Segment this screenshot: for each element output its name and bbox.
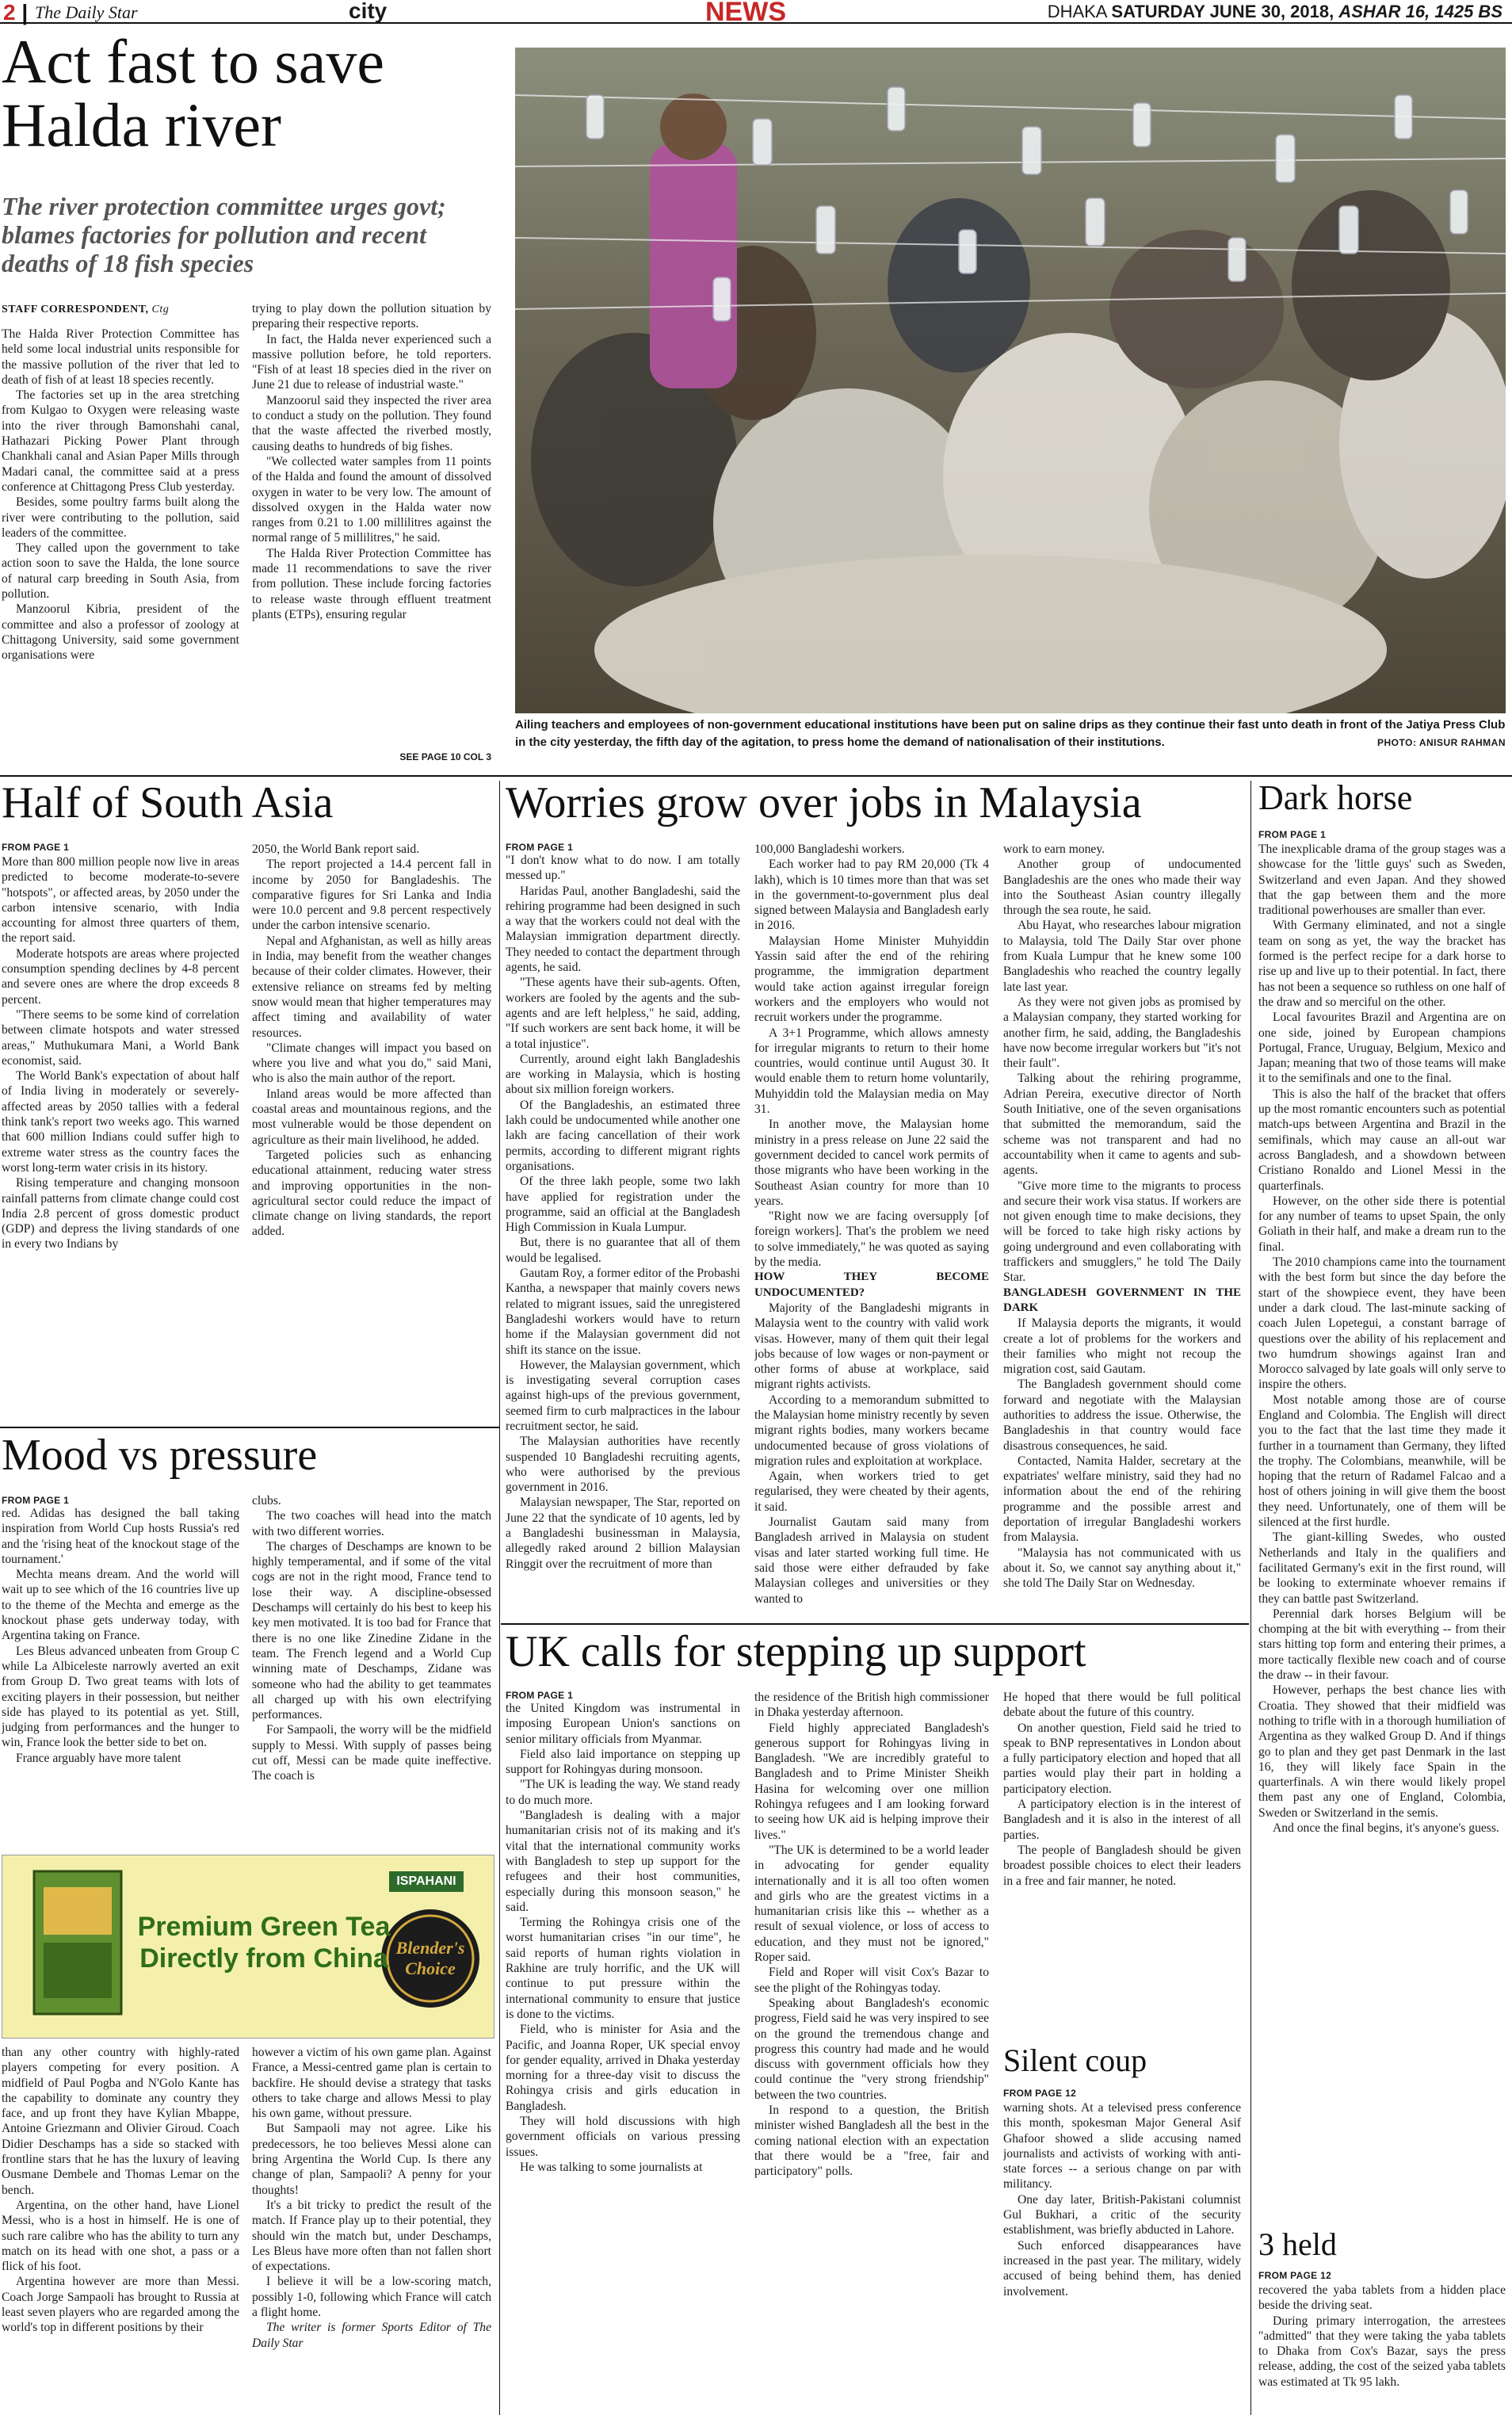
paragraph: the United Kingdom was instrumental in imposing European Union's sanctions on senior military officials from Myanmar. [506,1702,740,1746]
mood-col-2 [252,1493,491,1847]
section-city: city [349,0,388,23]
paragraph: the residence of the British high commissioner in Dhaka yesterday afternoon. [754,1691,989,1720]
divider [0,775,1512,777]
paragraph: "The UK is leading the way. We stand ready to do much more. [506,1778,740,1807]
halda-col-1 [2,327,239,766]
paragraph: "Climate changes will impact you based on where you live and what you do," said Mani, who is also the main author of the report. [252,1041,491,1086]
paragraph: Each worker had to pay RM 20,000 (Tk 4 lakh), which is 10 times more than that was set in the government-to-government plus deal signed between Malaysia and Bangladesh early in 2016. [754,858,989,933]
paragraph: The report projected a 14.4 percent fall in income by 2050 for Bangladeshis. The comparative figures for Sri Lanka and India were 10.0 percent and 9.8 percent respectively under the carbon intensive scenario. [252,858,491,933]
halda-col-2 [252,301,491,751]
uk-from: FROM PAGE 1 [506,1690,574,1701]
mood-headline: Mood vs pressure [2,1431,318,1480]
paragraph: 2050, the World Bank report said. [252,843,420,856]
paragraph: Journalist Gautam said many from Bangladesh arrived in Malaysia on student visas and later started working full time. He said those were either defrauded by fake Malaysian colleges and universities or they wanted to [754,1515,989,1606]
paragraph: Abu Hayat, who researches labour migration to Malaysia, told The Daily Star over phone from Kuala Lumpur that he knew some 100 Bangladeshis who reached the country legally late last year. [1003,919,1241,994]
paragraph: BANGLADESH GOVERNMENT IN THE DARK [1003,1286,1241,1314]
paragraph: Argentina however are more than Messi. Coach Jorge Sampaoli has brought to Russia at least seven players who are regarded among the world's top in different positions by their [2,2275,239,2335]
halda-byline: STAFF CORRESPONDENT, Ctg [2,304,170,315]
malaysia-col-2 [754,842,989,1614]
mood-col-3 [2,2045,239,2411]
paragraph: The Malaysian authorities have recently suspended 10 Bangladeshi recruiting agents, who were authorised by the previous government in 2016. [506,1435,740,1495]
page-number: 2 | [3,0,29,25]
paragraph: Field, who is minister for Asia and the Pacific, and Joanna Roper, UK special envoy for gender equality, arrived in Dhaka yesterday morning for a three-day visit to discuss the Rohingya crisis and girls education in Bangladesh. [506,2023,740,2113]
hunger-strike-photo [515,48,1506,713]
paragraph: A 3+1 Programme, which allows amnesty for irregular migrants to return to their home countries, would continue until August 30. It would enable them to return home voluntarily, Muhyiddin told the Malaysian media on May 31. [754,1026,989,1117]
paragraph: Field also laid importance on stepping up support for Rohingyas during monsoon. [506,1747,740,1777]
paragraph: Manzoorul Kibria, president of the committee and also a professor of zoology at Chittagong University, said some government organisations were [2,602,239,663]
ad-seal-line-2: Choice [405,1958,456,1978]
paragraph: Of the Bangladeshis, an estimated three lakh could be undocumented while another one lakh are facing cancellation of their work permits, according to different migrant rights organisations. [506,1098,740,1173]
paragraph: But Sampaoli may not agree. Like his predecessors, he too believes Messi alone can bring Argentina the World Cup. Is there any change of plan, Sampaoli? A penny for your thoughts! [252,2122,491,2197]
paragraph: Field and Roper will visit Cox's Bazar to see the plight of the Rohingyas today. [754,1966,989,1995]
paragraph: Terming the Rohingya crisis one of the worst humanitarian crises "in our time", he said reports of human rights violation in Rakhine are truly horrific, and the UK will continue to put pressure within the international community to ensure that justice is done to the victims. [506,1916,740,2021]
paragraph: Argentina, on the other hand, have Lionel Messi, who is a host in himself. He is one of such rare calibre who has the ability to turn any match on its head with one shot, a pass or a flick of his foot. [2,2198,239,2274]
divider [499,781,500,2415]
coup-headline: Silent coup [1003,2042,1147,2078]
paragraph: This is also the half of the bracket that offers up the most romantic encounters such as potential match-ups between Argentina and Brazil in the semifinals, which may cause an all-out war across Bangladesh, and a showdown between Cristiano Ronaldo and Lionel Messi in the quarterfinals. [1258,1087,1506,1193]
ad-line-2: Directly from China [139,1943,388,1974]
paragraph: Inland areas would be more affected than coastal areas and mountainous regions, and the most vulnerable would be those dependent on agriculture as their main livelihood, he added. [252,1087,491,1147]
paragraph: than any other country with highly-rated players competing for every position. A midfield of Paul Pogba and N'Golo Kante has the capability to dominate any country they face, and up front they have Kylian Mbappe, Antoine Griezmann and Olivier Giroud. Coach Didier Deschamps has a side so stacked with frontline stars that he has the luxury of leaving Ousmane Dembele and Thomas Lemar on the bench. [2,2046,239,2197]
masthead [0,0,1512,27]
paragraph: Of the three lakh people, some two lakh have applied for registration under the programme, said an official at the Bangladesh High Commission in Kuala Lumpur. [506,1175,740,1235]
paragraph: For Sampaoli, the worry will be the midfield supply to Messi. With supply of passes being cut off, Messi can be made quite ineffective. The coach is [252,1723,491,1783]
paragraph: red. Adidas has designed the ball taking inspiration from World Cup hosts Russia's red and the 'rising heat of the knockout stage of the tournament.' [2,1507,239,1566]
coup-body [1003,2100,1241,2411]
paragraph: And once the final begins, it's anyone's guess. [1273,1821,1499,1835]
divider [1250,781,1251,2415]
paragraph: It's a bit tricky to predict the result of the match. If France play up to their potential, they should win the match but, under Deschamps, Les Bleus have more often than not fallen short of expectations. [252,2198,491,2274]
malaysia-col-1 [506,853,740,1614]
section-news: NEWS [705,0,786,27]
paragraph: Gautam Roy, a former editor of the Probashi Kantha, a newspaper that mainly covers news related to migrant issues, said the unregistered Bangladeshi workers would have to return home if the Malaysian government did not shift its stance on the issue. [506,1267,740,1357]
paragraph: As they were not given jobs as promised by a Malaysian company, they started working for another firm, he said, adding, the Bangladeshis have now become irregular workers but "it's not their fault". [1003,995,1241,1071]
paragraph: Perennial dark horses Belgium will be chomping at the bit with everything -- from their stars hitting top form and entering their primes, a more tactically flexible new coach and of course the draw -- in their favour. [1258,1607,1506,1683]
paragraph: Besides, some poultry farms built along the river were contributing to the pollution, said leaders of the committee. [2,495,239,540]
asia-from: FROM PAGE 1 [2,842,70,853]
ad-brand: ISPAHANI [396,1874,456,1888]
paragraph: But, there is no guarantee that all of them would be legalised. [506,1236,740,1265]
asia-headline: Half of South Asia [2,778,334,827]
paragraph: He hoped that there would be full political debate about the future of this country. [1003,1691,1241,1720]
paragraph: On another question, Field said he tried to speak to BNP representatives in London about a fully participatory election and hoped that all parties would play their part in holding a participatory election. [1003,1721,1241,1796]
paragraph: Majority of the Bangladeshi migrants in Malaysia went to the country with valid work visas. However, many of them quit their legal jobs because of low wages or non-payment or other forms of abuse at workplace, said migrant rights activists. [754,1301,989,1392]
paragraph: Again, when workers tried to get regularised, they were cheated by their agents, it said. [754,1469,989,1514]
paragraph: "We collected water samples from 11 points of the Halda and found the amount of dissolved oxygen in water to be very low. The amount of dissolved oxygen in the Halda water now ranges from 0.21 to 1.00 millilitres against the normal range of 5 millilitres," he said. [252,454,491,545]
paragraph: warning shots. At a televised press conference this month, spokesman Major General Asif Ghafoor showed a slide accusing named journalists and activists of working with anti-state forces -- a serious change on par with militancy. [1003,2101,1241,2191]
paragraph: The World Bank's expectation of about half of India living in moderately or severely-affected areas by 2050 tallies with a federal think tank's report two weeks ago. This warned that 600 million Indians could suffer high to extreme water stress as the country faces the worst long-term water crisis in its history. [2,1069,239,1175]
paragraph: France arguably have more talent [16,1751,181,1765]
paragraph: The Bangladesh government should come forward and negotiate with the Malaysian authorities to address the issue. Otherwise, the Bangladeshis in that country would face disastrous consequences, he said. [1003,1378,1241,1453]
date-line: DHAKA SATURDAY JUNE 30, 2018, ASHAR 16, 1425 BS [1047,2,1502,21]
paragraph: Talking about the rehiring programme, Adrian Pereira, executive director of North South Initiative, one of the seven organisations that submitted the memorandum, said the scheme was not transparent and had no accountability when it came to agents and sub-agents. [1003,1072,1241,1178]
photo-credit: PHOTO: ANISUR RAHMAN [1377,737,1506,748]
paragraph: More than 800 million people now live in areas predicted to become moderate-to-severe "hotspots", or affected areas, by 2050 under the carbon intensive scenario, with India accounting for almost three quarters of them, the report said. [2,855,239,946]
paragraph: "Malaysia has not communicated with us about it. So, we cannot say anything about it," she told The Daily Star on Wednesday. [1003,1546,1241,1591]
paragraph: "Give more time to the migrants to process and secure their work visa status. If workers are not given enough time to make decisions, they will be forced to take high risky actions by going underground and even collaborating with traffickers and smugglers," he told The Daily Star. [1003,1179,1241,1285]
paragraph: A participatory election is in the interest of Bangladesh and it is also in the interest of all parties. [1003,1798,1241,1842]
halda-deck: The river protection committee urges govt; blames factories for pollution and recent deaths of 18 fish species [2,192,446,277]
paragraph: recovered the yaba tablets from a hidden place beside the driving seat. [1258,2283,1506,2313]
paragraph: During primary interrogation, the arrestees "admitted" that they were taking the yaba tablets to Dhaka from Cox's Bazar, says the press release, adding, the cost of the seized yaba tablets was estimated at Tk 95 lakh. [1258,2314,1506,2389]
paragraph: The factories set up in the area stretching from Kulgao to Oxygen were releasing waste into the river through Bamonshahi canal, Hathazari Picking Power Plant through Chankhali canal and Asian Paper Mills through Madari canal, the committee said at a press conference at Chittagong Press Club yesterday. [2,388,239,494]
paragraph: Mechta means dream. And the world will wait up to see which of the 16 countries live up to the theme of the Mechta and emerge as the knockout phase gets underway today, with Argentina taking on France. [2,1568,239,1643]
paragraph: however a victim of his own game plan. Against France, a Messi-centred game plan is certain to backfire. He should devise a strategy that tasks others to take charge and allows Messi to play his own game, without pressure. [252,2046,491,2121]
tea-advertisement[interactable] [2,1855,494,2039]
paragraph: The charges of Deschamps are known to be highly temperamental, and if some of the vital cogs are not in the right mood, France tend to lose their way. A discipline-obsessed Deschamps will certainly do his best to keep his key men motivated. It is too bad for France that there is no one like Zinedine Zidane in the team. The French legend and a World Cup winning mate of Deschamps, Zidane was someone who had the ability to get teammates all charged up with his own electrifying performances. [252,1539,491,1722]
paragraph: They will hold discussions with high government officials on various pressing issues. [506,2115,740,2159]
paragraph: "These agents have their sub-agents. Often, workers are fooled by the agents and the sub-agents and are left helpless," he said, adding, "If such workers are sent back home, it will be a total injustice". [506,976,740,1051]
uk-headline: UK calls for stepping up support [506,1627,1086,1676]
malaysia-headline: Worries grow over jobs in Malaysia [506,778,1142,827]
paragraph: work to earn money. [1003,843,1105,856]
halda-continued[interactable]: SEE PAGE 10 COL 3 [399,751,491,762]
paragraph: If Malaysia deports the migrants, it would create a lot of problems for the workers and their families who might not recoup the migration cost, said Gautam. [1003,1316,1241,1377]
dark-body [1258,842,1506,2224]
asia-col-2 [252,842,491,1416]
halda-headline: Act fast to save Halda river [2,27,385,159]
mood-from: FROM PAGE 1 [2,1495,70,1506]
paragraph: Targeted policies such as enhancing educational attainment, reducing water stress and improving opportunities in the non-agricultural sector could reduce the impact of climate change on living standards, the report added. [252,1148,491,1239]
paragraph: The giant-killing Swedes, who ousted Netherlands and Italy in the qualifiers and facilitated Germany's exit in the first round, will be looking to exterminate whoever remains if they can battle past Switzerland. [1258,1530,1506,1606]
paragraph: Les Bleus advanced unbeaten from Group C while La Albiceleste narrowly averted an exit from Group D. Two great teams with lots of exciting players in their possession, but neither side has played to its potential as yet. Still, judging from performances and the hunger to win, France look the better side to bet on. [2,1644,239,1750]
paragraph: In fact, the Halda never experienced such a massive pollution before, he told reporters. "Fish of at least 18 species died in the river on June 21 due to release of industrial waste." [252,332,491,392]
paragraph: Currently, around eight lakh Bangladeshis are working in Malaysia, which is hosting about six million foreign workers. [506,1052,740,1097]
uk-col-3 [1003,1690,1241,2039]
paragraph: The 2010 champions came into the tournament with the best form but since the day before the start of the showpiece event, they have been under a dark cloud. The last-minute sacking of coach Julen Lopetegui, a constant barrage of questions over the ability of his replacement and two humdrum showings against Iran and Morocco salvaged by late goals will only serve to inspire the others. [1258,1255,1506,1392]
paragraph: "Bangladesh is dealing with a major humanitarian crisis not of its making and it's vital that the international community works with Bangladesh to step up support for the refugees and their host communities, especially during this monsoon season," he said. [506,1809,740,1914]
paragraph: I believe it will be a low-scoring match, possibly 1-0, following which France will catch a flight home. [252,2275,491,2320]
paragraph: "The UK is determined to be a world leader in advocating for gender equality internationally and it is all too often women and girls who are the greatest victims in a humanitarian crisis like this -- whether as a result of sexual violence, or loss of access to education, and they must not be ignored," Roper said. [754,1843,989,1965]
paragraph: In another move, the Malaysian home ministry in a press release on June 22 said the government decided to cancel work permits of those migrants who have been working in the Southeast Asian country for more than 10 years. [754,1118,989,1208]
paragraph: Another group of undocumented Bangladeshis are the ones who made their way into the Southeast Asian country illegally through the sea route, he said. [1003,858,1241,918]
held-from: FROM PAGE 12 [1258,2270,1332,2281]
paragraph: According to a memorandum submitted to the Malaysian home ministry recently by seven migrant rights bodies, many workers became undocumented because of gross violations of migration rules and exploitation at workplace. [754,1393,989,1468]
dark-from: FROM PAGE 1 [1258,829,1327,840]
paragraph: Most notable among those are of course England and Colombia. The English will direct you to the fact that the last time they made it further in a tournament than Germany, they lifted the trophy. The Colombians, meanwhile, will be hoping that the return of Radamel Falcao and a host of others joining in will give them the boost they need. Unfortunately, one of them will be silenced at the first hurdle. [1258,1393,1506,1530]
paragraph: Malaysian newspaper, The Star, reported on June 22 that the syndicate of 10 agents, led by a Bangladeshi businessman in Malaysia, allegedly raked around 2 billion Malaysian Ringgit over the recruitment of more than [506,1496,740,1571]
paragraph: The Halda River Protection Committee has made 11 recommendations to save the river from pollution. These include forcing factories to release waste through effluent treatment plants (ETPs), ensuring regular [252,546,491,621]
paragraph: However, on the other side there is potential for any number of teams to upset Spain, the only Goliath in their half, and make a dream run to the final. [1258,1194,1506,1254]
malaysia-col-3 [1003,842,1241,1614]
paragraph: "There seems to be some kind of correlation between climate hotspots and water stressed areas," Muthukumara Mani, a World Bank economist, said. [2,1007,239,1068]
paragraph: Field highly appreciated Bangladesh's generous support for Rohingyas living in Bangladesh. "We are incredibly grateful to Bangladesh and to Prime Minister Sheikh Hasina for welcoming over one million Rohingya refugees and I am looking forward to seeing how UK aid is helping improve their lives." [754,1721,989,1842]
paragraph: Rising temperature and changing monsoon rainfall patterns from climate change could cost India 2.8 percent of gross domestic product (GDP) and depress the living standards of one in every two Indians by [2,1176,239,1251]
asia-col-1 [2,854,239,1429]
paragraph: clubs. [252,1494,281,1507]
news-photo [515,48,1506,713]
paragraph: Haridas Paul, another Bangladeshi, said the rehiring programme had been designed in such a way that the workers could not deal with the Malaysian immigration department directly. They needed to contact the department through agents, he said. [506,884,740,975]
paragraph: However, the Malaysian government, which is investigating several corruption cases against high-ups of the previous government, seemed firm to curb malpractices in the labour recruitment sector, he said. [506,1358,740,1433]
coup-from: FROM PAGE 12 [1003,2088,1077,2099]
paragraph: The Halda River Protection Committee has held some local industrial units responsible for the massive pollution of the river that led to death of fish of at least 18 species recently. [2,327,239,387]
paragraph: Local favourites Brazil and Argentina are on one side, joined by European champions Portugal, France, Uruguay, Belgium, Mexico and Japan; meaning that two of those teams will make it to the semifinals and one to the final. [1258,1011,1506,1086]
paragraph: In respond to a question, the British minister wished Bangladesh all the best in the coming national election with an expectation that there would be a "free, fair and participatory" polls. [754,2104,989,2179]
paragraph: "I don't know what to do now. I am totally messed up." [506,854,740,883]
photo-caption: Ailing teachers and employees of non-government educational institutions have been put on saline drips as they continue their fast unto death in front of the Jatiya Press Club in the city yesterday, the fifth day of the agitation, to press home the demand of nationalisation of their institutions. PHOTO: ANISUR RAHMAN [515,716,1506,751]
ad-line-1: Premium Green Tea [137,1912,391,1942]
paragraph: The two coaches will head into the match with two different worries. [252,1509,491,1538]
dark-headline: Dark horse [1258,778,1413,817]
held-body [1258,2283,1506,2411]
divider [0,1427,499,1428]
ad-seal-line-1: Blender's [395,1938,465,1958]
paragraph: Nepal and Afghanistan, as well as hilly areas in India, may benefit from the weather changes because of their colder climates. However, their extensive reliance on streams fed by melting snow would mean that higher temperatures may affect timing and availability of water resources. [252,934,491,1040]
paper-name: The Daily Star [35,2,138,22]
divider [501,1623,1249,1625]
paragraph: Contacted, Namita Halder, secretary at the expatriates' welfare ministry, said they had no information about the end of the rehiring programme and the possible arrest and deportation of irregular Bangladeshi workers from Malaysia. [1003,1454,1241,1545]
paragraph: trying to play down the pollution situation by preparing their respective reports. [252,302,491,331]
writer-credit: The writer is former Sports Editor of The Daily Star [252,2321,491,2350]
held-headline: 3 held [1258,2226,1337,2262]
malaysia-from: FROM PAGE 1 [506,842,574,853]
paragraph: Speaking about Bangladesh's economic progress, Field said he was very inspired to see on the ground the tremendous change and progress this country had made and he would discuss with government officials how they could continue the "very strong friendship" between the two countries. [754,1996,989,2102]
paragraph: He was talking to some journalists at [520,2160,703,2174]
paragraph: One day later, British-Pakistani columnist Gul Bukhari, a critic of the security establishment, was briefly abducted in Lahore. [1003,2192,1241,2237]
paragraph: Moderate hotspots are areas where projected consumption spending declines by 4-8 percent and severe ones are where the drop exceeds 8 percent. [2,946,239,1007]
mood-col-4 [252,2045,491,2411]
paragraph: With Germany eliminated, and not a single team on song as yet, the way the bracket has formed is the perfect recipe for a dark horse to rise up and live up to their potential. In fact, there has not been a sequence so ruthless on one half of the draw and so merciful on the other. [1258,919,1506,1009]
paragraph: HOW THEY BECOME UNDOCUMENTED? [754,1271,989,1299]
paragraph: The inexplicable drama of the group stages was a showcase for the 'little guys' such as Sweden, Switzerland and even Japan. And they showed that the gap between them and the more traditional powerhouses are smaller than ever. [1258,843,1506,918]
paragraph: However, perhaps the best chance lies with Croatia. They showed that their midfield was nothing to trifle with in a thorough humiliation of Argentina as they walked Group D. And if things go to plan and they get past Denmark in the last 16, they will likely face Spain in the quarterfinals. A win there would likely propel them past any one of England, Colombia, Sweden or Switzerland in the semis. [1258,1683,1506,1820]
mood-col-1 [2,1506,239,1847]
paragraph: "Right now we are facing oversupply [of foreign workers]. That's the problem we need to solve immediately," he was quoted as saying by the media. [754,1209,989,1270]
paragraph: Malaysian Home Minister Muhyiddin Yassin said after the end of the rehiring programme, the immigration department would take action against irregular foreign workers and the employers who would not recruit workers under the programme. [754,934,989,1025]
paragraph: Such enforced disappearances have increased in the past year. The military, widely accused of being behind them, has denied involvement. [1003,2238,1241,2298]
uk-col-2 [754,1690,989,2411]
uk-col-1 [506,1701,740,2411]
paragraph: Manzoorul said they inspected the river area to conduct a study on the pollution. They found that the waste affected the riverbed mostly, causing deaths to hundreds of big fishes. [252,393,491,453]
paragraph: The people of Bangladesh should be given broadest possible choices to elect their leaders in a free and fair manner, he noted. [1003,1843,1241,1888]
paragraph: They called upon the government to take action soon to save the Halda, the lone source of natural carp breeding in South Asia, from pollution. [2,541,239,602]
paragraph: 100,000 Bangladeshi workers. [754,843,905,856]
